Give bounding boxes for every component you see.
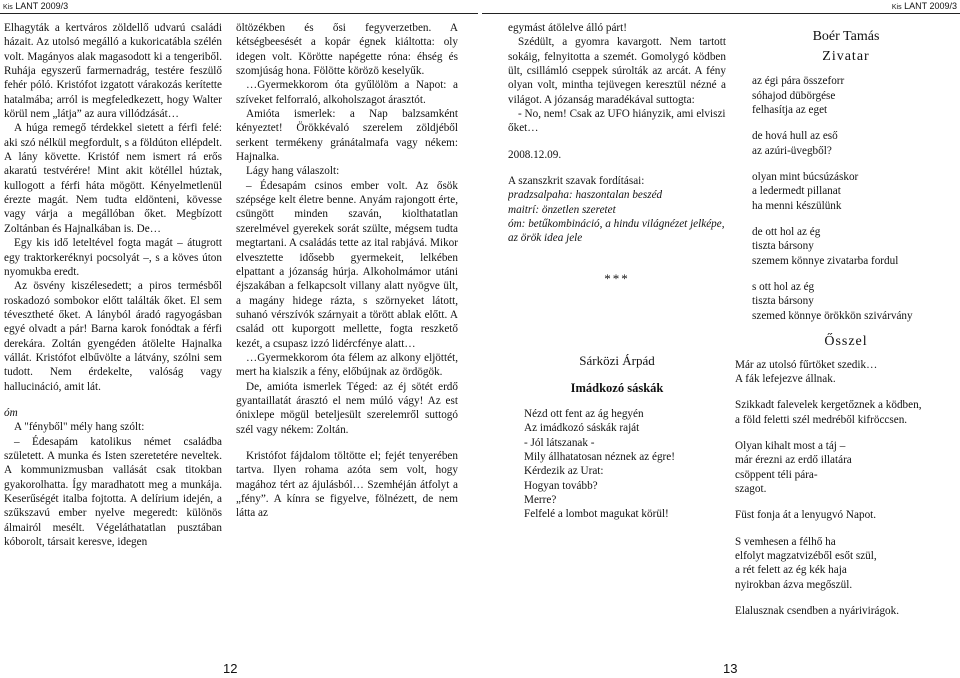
paragraph: - No, nem! Csak az UFO hiányzik, ami elviszi őket… — [508, 108, 726, 135]
poem-title: Imádkozó sáskák — [570, 380, 664, 395]
poem-line: Mily állhatatosan néznek az égre! — [524, 450, 675, 463]
column-3 — [508, 21, 726, 643]
poem-line: de ott hol az ég — [752, 226, 821, 239]
poem-line: Merre? — [524, 493, 557, 506]
poem-line: tiszta bársony — [752, 240, 814, 253]
header-left-title: LANT 2009/3 — [15, 1, 69, 11]
header-left — [3, 0, 68, 12]
poem-line: sóhajod dübörgése — [752, 89, 836, 102]
poem-line: Kérdezik az Urat: — [524, 465, 604, 478]
paragraph: Az ösvény kiszélesedett; a piros termésből roskadozó sombokor előtt találták őket. El sem tévesztheté őket. A lányból áradó ragyogásban egyé olvadt a pár! Barna karok fonódtak a férfi derekára. Zoltán gyengéden átölelte Hajnalka vállát. Kristófot elbűvölte a látvány, szólni sem tudott. Nem érdekelte, valóság vagy hallucináció, amit lát. — [4, 280, 222, 393]
poem-line: elfolyt magzatvizéből esőt szül, — [735, 549, 877, 562]
poem-line: de hová hull az eső — [752, 130, 838, 143]
paragraph: Amióta ismerlek: a Nap balzsamként kényeztet! Örökkévaló szerelem zöldjéből serkent termékeny gránátalmafa vagy nékem: Hajnalka. — [236, 108, 458, 164]
poem-line: felhasítja az eget — [752, 104, 828, 117]
poem-line: Füst fonja át a lenyugvó Napot. — [735, 509, 877, 522]
column-1 — [4, 21, 222, 643]
glossary-item: pradzsalpaha: haszontalan beszéd — [508, 189, 663, 202]
poem-title: Zivatar — [822, 49, 870, 64]
page-number-left: 12 — [223, 661, 238, 676]
glossary-intro: A szanszkrit szavak fordításai: — [508, 175, 645, 188]
column-2 — [236, 21, 458, 643]
poem-title: Ősszel — [824, 334, 868, 350]
poem-line: az égi pára összeforr — [752, 75, 845, 88]
paragraph: …Gyermekkorom óta félem az alkony eljöttét, mert ha kialszik a fény, előbújnak az ördögök. — [236, 351, 458, 379]
poem-line: - Jól látszanak - — [524, 436, 595, 449]
glossary-item: óm: betűkombináció, a hindu világnézet jelképe, az örök idea jele — [508, 218, 725, 245]
poem-line: Olyan kihalt most a táj – — [735, 439, 846, 452]
poem-line: tiszta bársony — [752, 295, 814, 308]
poem-line: az azúri-üvegből? — [752, 144, 832, 157]
paragraph: – Édesapám csinos ember volt. Az ősök szépsége kelt életre benne. Anyám rajongott érte, csüngött minden szaván, kiolthatatlan szerelmével gyerekek sorát szülte, mégsem tudta megtartani. A családás tette az ital rabjává. Mikor elvesztette idősebb gyermekeit, lelkében elpattant a józanság húrja. Alkoholmámor utáni éjszakában a felkapcsolt villany alatt nyögve ült, a magány hidege rázta, s szörnyeket látott, suhanó vérszívók szárnyait a törött ablak előtt. A család ott kuporgott mellette, fogta reszkető kezét, a csupasz izzó lidércfénye alatt… — [236, 179, 458, 350]
poem-line: Már az utolsó fűrtöket szedik… — [735, 358, 878, 371]
poem-line: ha menni készülünk — [752, 199, 842, 212]
page-number-right: 13 — [723, 661, 738, 676]
paragraph: A "fényből" mély hang szólt: — [14, 421, 145, 434]
poem-zivatar — [735, 74, 957, 323]
poem-line: a föld feletti szél medréből kifröccsen. — [735, 413, 908, 426]
paragraph: De, amióta ismerlek Téged: az éj sötét erdő gyantaillatát árasztó el nem múló vágy! Az est ónixlepe mögül beteljesült szerelemről suttogó szél vagy nékem: Zoltán. — [236, 380, 458, 436]
paragraph: …Gyermekkorom óta gyűlölöm a Napot: a szíveket felforraló, alkoholszagot árasztót. — [236, 79, 458, 106]
column-4 — [735, 28, 957, 658]
paragraph: Lágy hang válaszolt: — [246, 165, 340, 178]
mantra-om: óm — [4, 406, 18, 419]
poem-author: Boér Tamás — [812, 29, 880, 44]
poem-line: olyan mint búcsúzáskor — [752, 171, 859, 184]
poem-author: Sárközi Árpád — [579, 353, 655, 369]
paragraph: öltözékben és ősi fegyverzetben. A kétségbeesését a kopár égnek kiáltotta: oly idegen volt. Körötte napégette róna: éhség és szomjúság hona. Fölötte körözö keselyűk. — [236, 22, 458, 78]
poem-line: nyirokban ázva megőszül. — [735, 578, 853, 591]
paragraph: egymást átölelve álló párt! — [508, 22, 627, 34]
poem-line: szemed könnye örökkön szivárvány — [752, 309, 913, 322]
poem-line: S vemhesen a félhő ha — [735, 535, 836, 548]
paragraph: Szédült, a gyomra kavargott. Nem tartott sokáig, felnyitotta a szemét. Gomolygó ködben ült, csillámló cseppek súrolták az arcát. A fény olyan volt, mintha tejüvegen keresztül nézné a világot. A józanság maradékával suttogta: — [508, 36, 726, 106]
header-left-kis: Kis — [3, 4, 13, 11]
poem-line: már érezni az erdő illatára — [735, 454, 852, 467]
header-right — [892, 0, 957, 12]
header-right-title: LANT 2009/3 — [904, 1, 957, 11]
poem-line: Felfelé a lombot magukat körül! — [524, 508, 669, 521]
glossary-item: maitrí: önzetlen szeretet — [508, 203, 616, 216]
poem-line: s ott hol az ég — [752, 281, 815, 294]
poem-line: a ledermedt pillanat — [752, 185, 841, 198]
paragraph: A húga remegő térdekkel sietett a férfi felé: aki szó nélkül megfordult, s a földúton ellépdelt. A lány követte. Kristóf nem ismert rá erős akaratú testvérére! Mint akit kötéllel húztak, kullogott a férfi háta mögött. Kényelmetlenül érezte magát. Nem tudta eldönteni, kövesse vagy várja a megállóban őket. Megbízott Zoltánban és Hajnalkában is. De… — [4, 122, 222, 235]
poem-body — [508, 407, 726, 522]
poem-osszel — [735, 358, 957, 619]
paragraph: Kristófot fájdalom töltötte el; fejét tenyerében tartva. Ilyen rohama azóta sem volt, hogy magához tért az ájulásból… Szemhéján átfolyt a „fény”. A kínra se figyelve, fölnézett, de nem látta az — [236, 449, 458, 520]
header-rule-left — [0, 13, 478, 14]
poem-line: a rét felett az ég kék haja — [735, 564, 847, 577]
poem-line: szagot. — [735, 482, 767, 495]
header-rule-right — [482, 13, 960, 14]
story-date: 2008.12.09. — [508, 148, 562, 161]
poem-line: Nézd ott fent az ág hegyén — [524, 407, 644, 420]
paragraph: Elhagyták a kertváros zöldellő udvarú családi házait. Az utolsó megálló a kukoricatábla szélén volt. Magányos alak magasodott ki a tengeriből. Ruhája egyszerű farmernadrág, testére feszülő fehér póló. Kristófot izgatott várakozás kerítette hatalmába; arról is megfeledkezett, hogy Walter körül nem „látja” az aura villódzását… — [4, 22, 222, 121]
poem-line: Elalusznak csendben a nyárivirágok. — [735, 604, 900, 617]
poem-line: Szikkadt falevelek kergetőznek a ködben, — [735, 399, 922, 412]
paragraph: Egy kis idő leteltével fogta magát – átugrott egy traktorkeréknyi pocsolyát –, s a köves úton nyomukba eredt. — [4, 237, 222, 278]
poem-line: csöppent téli pára- — [735, 468, 818, 481]
poem-line: A fák lefejezve állnak. — [735, 372, 836, 385]
poem-line: szemem könnye zivatarba fordul — [752, 254, 899, 267]
poem-line: Az imádkozó sáskák raját — [524, 422, 640, 435]
poem-line: Hogyan tovább? — [524, 479, 598, 492]
header-right-kis: Kis — [891, 4, 902, 11]
paragraph: – Édesapám katolikus német családba született. A munka és Isten szeretetére neveltek. A kommunizmusban vallását csak titokban gyakorolhatta. Így maradhatott meg a munkája. Keserűségét italba fojtotta. A delírium idején, a szűkszavú ember nyelve megeredt: különös álmairól mesélt. Végeláthatatlan pusztában kóborolt, társait keresve, idegen — [4, 435, 222, 549]
section-separator: *** — [604, 270, 630, 286]
